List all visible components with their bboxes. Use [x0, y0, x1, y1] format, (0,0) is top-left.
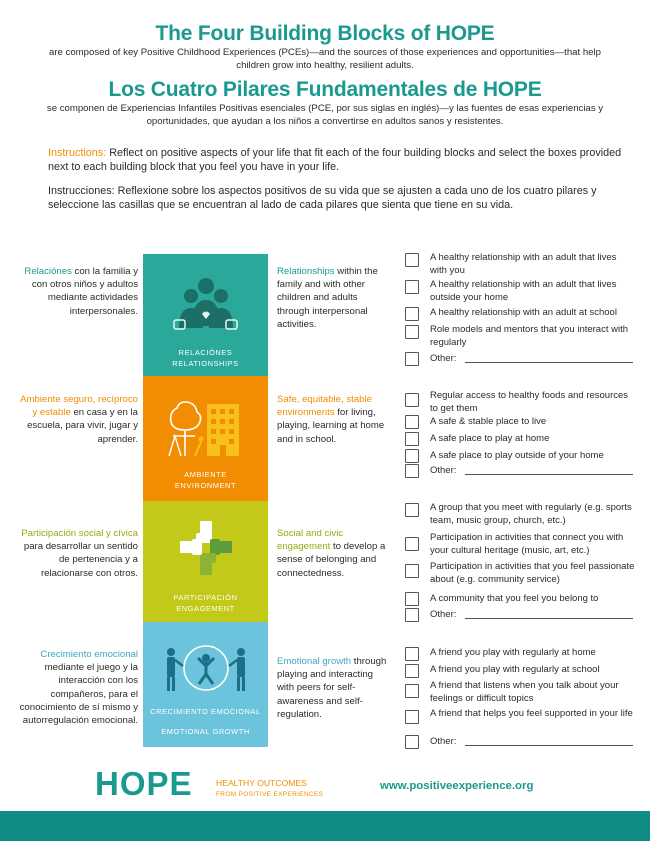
right-body: through playing and interacting with peers for self-awareness and self-regulation. [277, 656, 387, 720]
block-relationships [143, 254, 268, 376]
checkbox[interactable] [405, 352, 419, 366]
checkbox[interactable] [405, 325, 419, 339]
right-title: Social and civic engagement [277, 528, 344, 553]
left-desc-engagement [16, 527, 138, 580]
left-body: con la familia y con otros niños y adultos mediante actividades interpersonales. [31, 266, 138, 317]
other-input-line[interactable] [465, 362, 633, 363]
checkbox[interactable] [405, 280, 419, 294]
other-input-line[interactable] [465, 474, 633, 475]
checklist-other [405, 608, 635, 636]
checkbox[interactable] [405, 415, 419, 429]
checklist-item-label: Participation in activities that connect you with your cultural heritage (music, art, etc.) [430, 532, 624, 556]
checklist-item-label: A safe place to play outside of your home [430, 450, 604, 461]
left-desc-emotional-growth [16, 648, 138, 727]
checkbox[interactable] [405, 449, 419, 463]
right-title: Relationships [277, 266, 335, 277]
right-desc-engagement [277, 527, 387, 580]
checkbox[interactable] [405, 564, 419, 578]
other-label: Other: [430, 465, 457, 476]
right-title: Safe, equitable, stable environments [277, 394, 372, 419]
checkbox[interactable] [405, 608, 419, 622]
hope-tagline-2: FROM POSITIVE EXPERIENCES [216, 791, 324, 798]
right-desc-relationships [277, 265, 387, 331]
dancing-figures-icon [161, 644, 251, 700]
checkbox[interactable] [405, 647, 419, 661]
title-spanish: Los Cuatro Pilares Fundamentales de HOPE [108, 78, 542, 101]
left-body: en casa y en la escuela, para vivir, jugar y aprender. [27, 407, 138, 445]
right-body: to develop a sense of belonging and connectedness. [277, 541, 386, 579]
checkbox[interactable] [405, 503, 419, 517]
left-body: mediante el juego y la interacción con los compañeros, para el conocimiento de sí mismo y autorregulación emocional. [19, 662, 138, 727]
other-input-line[interactable] [465, 745, 633, 746]
caption-es-relationships: RELACIÓNES [178, 348, 233, 357]
checklist-other [405, 735, 635, 763]
checklist-item-label: Role models and mentors that you interact with regularly [430, 324, 629, 348]
footer-band [0, 811, 650, 841]
caption-en-engagement: ENGAGEMENT [176, 604, 235, 613]
checklist-item [405, 679, 635, 707]
right-desc-environment [277, 393, 387, 446]
left-body: para desarrollar un sentido de pertenencia y a relacionarse con otros. [23, 541, 138, 579]
checklist-item-label: A safe place to play at home [430, 433, 550, 444]
checklist-item [405, 707, 635, 735]
checkbox[interactable] [405, 735, 419, 749]
website-link[interactable]: www.positiveexperience.org [380, 780, 534, 792]
checkbox[interactable] [405, 253, 419, 267]
other-input-line[interactable] [465, 618, 633, 619]
other-label: Other: [430, 736, 457, 747]
left-desc-environment [16, 393, 138, 446]
checklist-item [405, 323, 635, 351]
caption-es-emotional-growth: CRECIMIENTO EMOCIONAL [150, 707, 261, 716]
checkbox[interactable] [405, 307, 419, 321]
left-title: Participación social y cívica [21, 528, 138, 539]
checkbox[interactable] [405, 710, 419, 724]
checkbox[interactable] [405, 432, 419, 446]
checkbox[interactable] [405, 393, 419, 407]
subtitle-english: are composed of key Positive Childhood Experiences (PCEs)—and the sources of those experiences and opportunities—that help children grow into healthy, resilient adults. [49, 47, 601, 71]
checklist-item-label: A healthy relationship with an adult at school [430, 307, 617, 318]
checklist-item-label: A friend you play with regularly at school [430, 664, 600, 675]
checkbox[interactable] [405, 592, 419, 606]
left-desc-relationships [16, 265, 138, 318]
caption-es-engagement: PARTICIPACIÓN [173, 593, 238, 602]
checklist-item-label: A group that you meet with regularly (e.g. sports team, music group, church, etc.) [430, 502, 632, 526]
people-icon [173, 276, 239, 338]
block-emotional-growth [143, 622, 268, 747]
checklist-other [405, 464, 635, 492]
instructions-spanish: Instrucciones: Reflexione sobre los aspectos positivos de su vida que se ajusten a cada uno de los cuatro pilares y seleccione las casillas que se encuentran al lado de cada pilares que sienta que tiene en su vida. [48, 185, 597, 211]
caption-en-emotional-growth: EMOTIONAL GROWTH [161, 727, 250, 736]
checklist-item-label: A healthy relationship with an adult that lives with you [430, 252, 617, 276]
caption-en-environment: ENVIRONMENT [174, 481, 237, 490]
checklist-item [405, 251, 635, 279]
instructions-text: Reflect on positive aspects of your life that fit each of the four building blocks and select the boxes provided next to each building block that you feel you have in your life. [48, 147, 622, 173]
checklist-item-label: A healthy relationship with an adult that lives outside your home [430, 279, 617, 303]
right-body: for living, playing, learning at home and in school. [277, 407, 385, 445]
left-title: Crecimiento emocional [40, 649, 138, 660]
checklist-item [405, 389, 635, 417]
building-tree-icon [165, 398, 249, 458]
checklist-item [405, 501, 635, 529]
block-environment [143, 376, 268, 501]
left-title: Relaciónes [24, 266, 72, 277]
checklist-item-label: A friend that listens when you talk about your feelings or difficult topics [430, 680, 619, 704]
right-desc-emotional-growth [277, 655, 387, 721]
checklist-other [405, 352, 635, 380]
other-label: Other: [430, 353, 457, 364]
checklist-item-label: A friend that helps you feel supported in your life [430, 708, 633, 719]
checklist-item [405, 278, 635, 306]
checklist-item-label: Regular access to healthy foods and resources to get them [430, 390, 629, 414]
hope-logo: HOPE [95, 765, 193, 802]
checkbox[interactable] [405, 664, 419, 678]
caption-en-relationships: RELATIONSHIPS [172, 359, 239, 368]
checkbox[interactable] [405, 537, 419, 551]
instructions-english [48, 146, 623, 174]
caption-es-environment: AMBIENTE [184, 470, 227, 479]
checklist-item [405, 560, 635, 588]
checklist-item-label: A friend you play with regularly at home [430, 647, 596, 658]
block-engagement [143, 501, 268, 622]
checkbox[interactable] [405, 684, 419, 698]
checklist-item [405, 531, 635, 559]
subtitle-spanish: se componen de Experiencias Infantiles Positivas esenciales (PCE, por sus siglas en inglés)—y las fuentes de esas experiencias y oportunidades, que ayudan a los niños a convertirse en adultos sanos y resistentes. [46, 103, 604, 127]
title-english: The Four Building Blocks of HOPE [155, 22, 495, 45]
checklist-item-label: Participation in activities that you feel passionate about (e.g. community service) [430, 561, 635, 585]
hope-tagline-1: HEALTHY OUTCOMES [216, 778, 307, 788]
right-body: within the family and with other children and adults through interpersonal activities. [277, 266, 378, 330]
checkbox[interactable] [405, 464, 419, 478]
checklist-item-label: A safe & stable place to live [430, 416, 547, 427]
left-title: Ambiente seguro, recíproco y estable [20, 394, 138, 419]
joined-hands-icon [178, 519, 234, 577]
instructions-label: Instructions: [48, 147, 107, 159]
right-title: Emotional growth [277, 656, 352, 667]
checklist-item-label: A community that you feel you belong to [430, 593, 599, 604]
other-label: Other: [430, 609, 457, 620]
